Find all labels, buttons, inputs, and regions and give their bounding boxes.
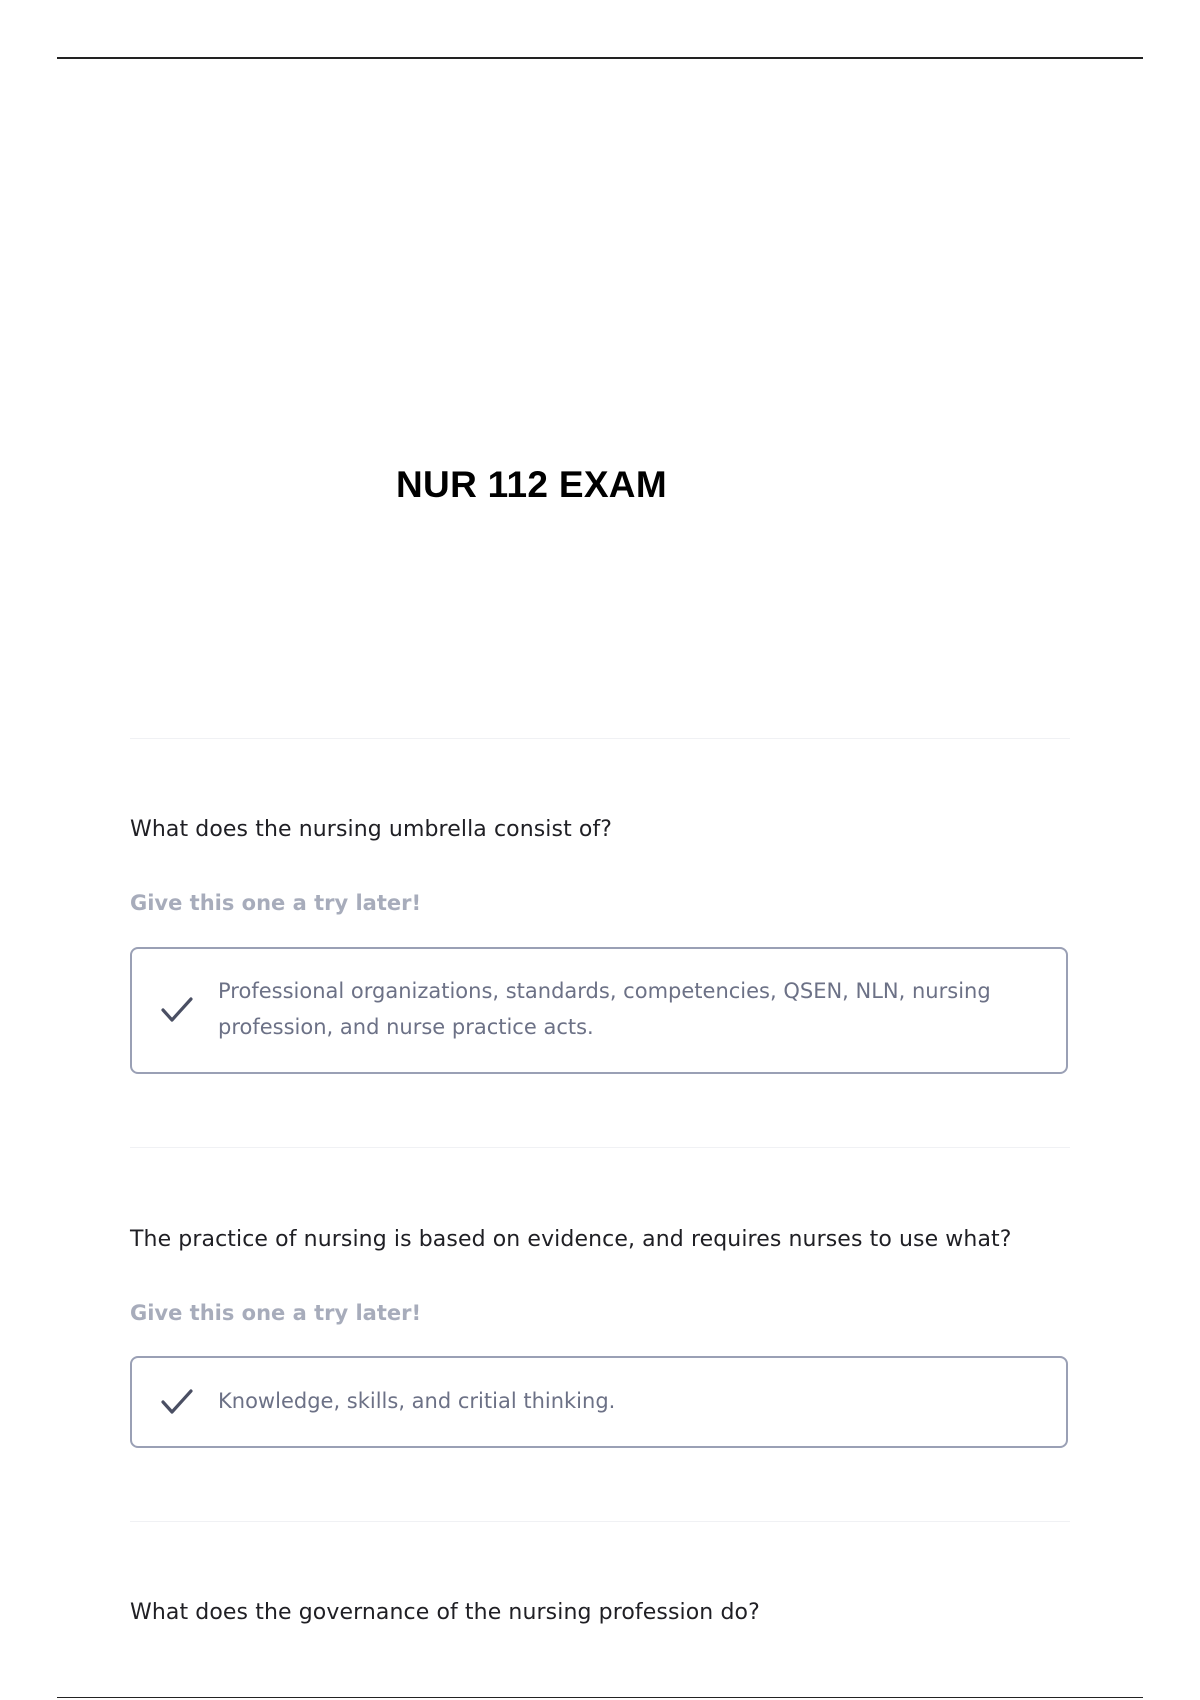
try-later-hint: Give this one a try later! [130,1301,422,1325]
document-title: NUR 112 EXAM [396,464,667,505]
check-icon [160,1387,194,1417]
answer-text: Professional organizations, standards, competencies, QSEN, NLN, nursing profession, and nurse practice acts. [218,979,991,1039]
answer-card[interactable] [130,947,1068,1074]
card-divider [130,1521,1070,1522]
check-icon [160,995,194,1025]
answer-text: Knowledge, skills, and critial thinking. [218,1389,616,1413]
try-later-hint: Give this one a try later! [130,891,422,915]
card-divider [130,1147,1070,1148]
answer-card[interactable] [130,1356,1068,1448]
top-rule [57,57,1143,59]
question-text: The practice of nursing is based on evidence, and requires nurses to use what? [130,1227,1012,1252]
card-divider [130,738,1070,739]
bottom-rule [57,1697,1143,1698]
question-text: What does the governance of the nursing profession do? [130,1600,760,1625]
question-text: What does the nursing umbrella consist of? [130,817,613,842]
